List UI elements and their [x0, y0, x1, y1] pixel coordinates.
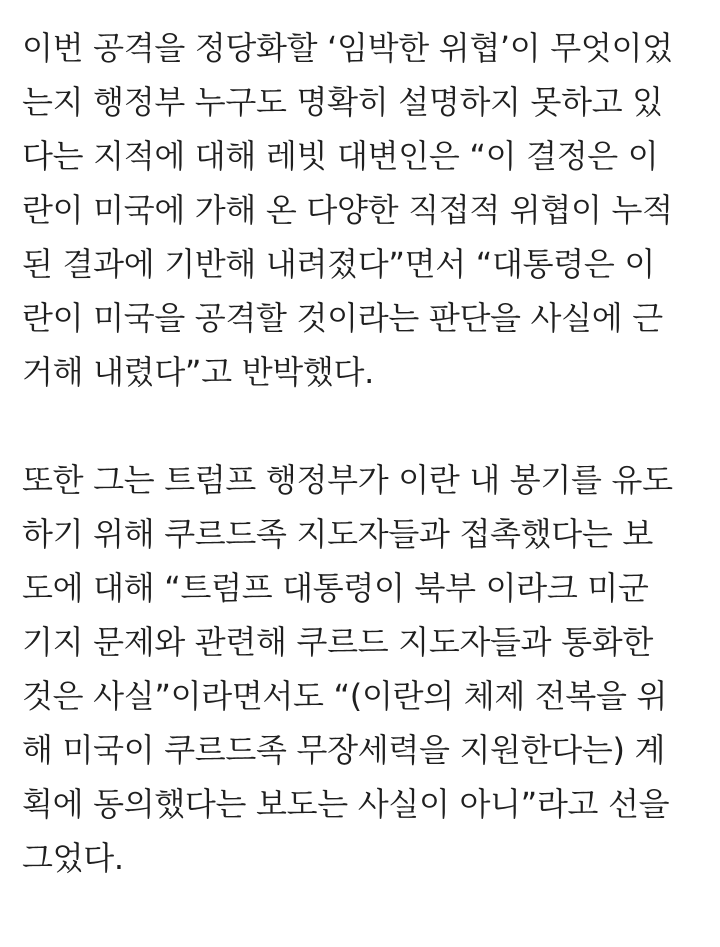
text-line: 그었다.: [22, 839, 124, 877]
text-line: 기지 문제와 관련해 쿠르드 지도자들과 통화한: [22, 623, 653, 661]
paragraph-spacer: [22, 399, 702, 453]
text-line: [22, 885, 702, 939]
text-line: 것은 사실”이라면서도 “(이란의 체제 전복을 위: [22, 677, 668, 715]
text-line: 하기 위해 쿠르드족 지도자들과 접촉했다는 보: [22, 515, 653, 553]
text-line: 다는 지적에 대해 레빗 대변인은 “이 결정은 이: [22, 137, 659, 175]
text-line: 거해 내렸다”고 반박했다.: [22, 353, 375, 391]
text-line: 획에 동의했다는 보도는 사실이 아니”라고 선을: [22, 785, 670, 823]
article-body: [22, 21, 702, 939]
text-line: 란이 미국에 가해 온 다양한 직접적 위협이 누적: [22, 191, 673, 229]
paragraph-1: [22, 21, 702, 399]
text-line: 도에 대해 “트럼프 대통령이 북부 이라크 미군: [22, 569, 649, 607]
text-line: 이번 공격을 정당화할 ‘임박한 위협’이 무엇이었: [22, 29, 673, 67]
text-line: 된 결과에 기반해 내려졌다”면서 “대통령은 이: [22, 245, 655, 283]
paragraph-2: [22, 453, 702, 939]
text-line: 는지 행정부 누구도 명확히 설명하지 못하고 있: [22, 83, 663, 121]
text-line: 란이 미국을 공격할 것이라는 판단을 사실에 근: [22, 299, 663, 337]
text-line: 또한 그는 트럼프 행정부가 이란 내 봉기를 유도: [22, 461, 673, 499]
text-line: 해 미국이 쿠르드족 무장세력을 지원한다는) 계: [22, 731, 666, 769]
